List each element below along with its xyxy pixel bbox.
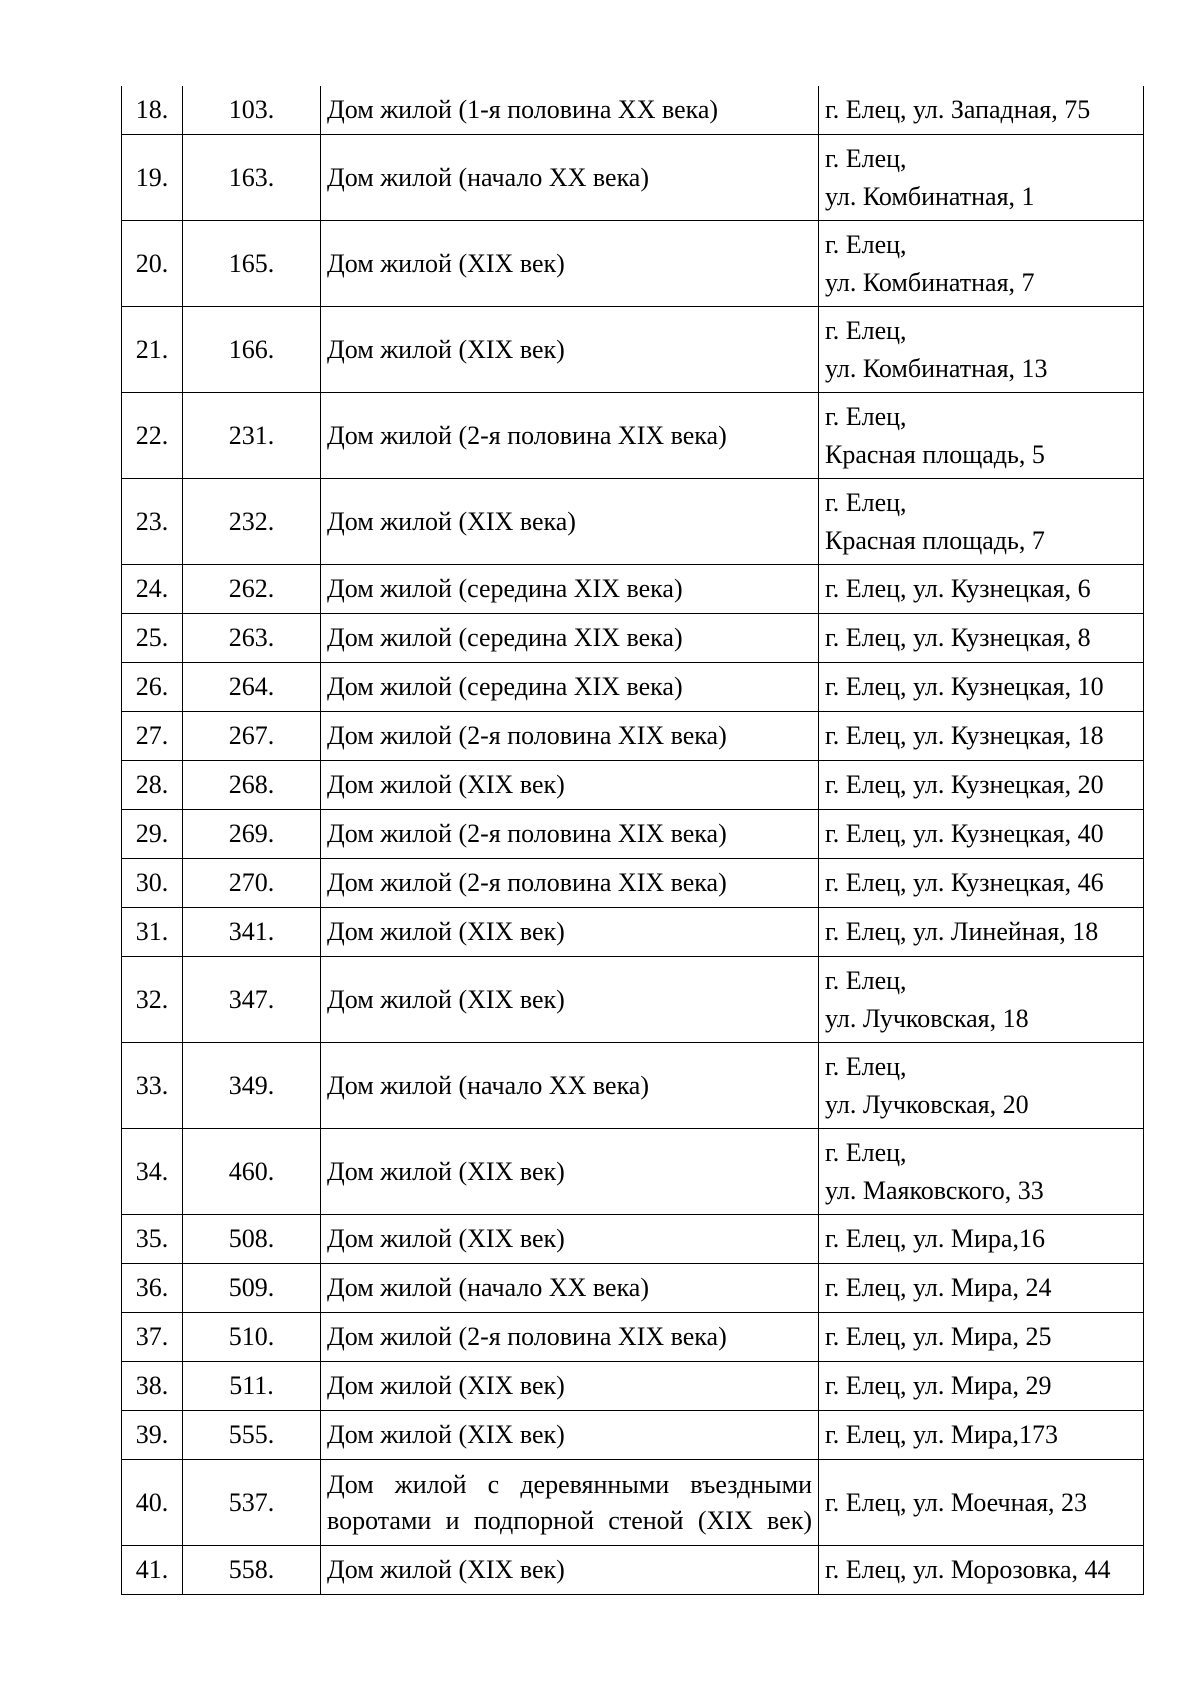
table-row bbox=[122, 1411, 1144, 1460]
object-name-cell: Дом жилой (XIX века) bbox=[321, 479, 819, 565]
registry-number-cell: 263. bbox=[183, 614, 321, 663]
table-row bbox=[122, 1460, 1144, 1546]
address-cell bbox=[819, 957, 1144, 1043]
address-cell bbox=[819, 86, 1144, 135]
registry-number-cell: 347. bbox=[183, 957, 321, 1043]
address-cell bbox=[819, 1546, 1144, 1595]
address-cell bbox=[819, 761, 1144, 810]
address-cell bbox=[819, 859, 1144, 908]
address-line: г. Елец, ул. Кузнецкая, 40 bbox=[825, 819, 1104, 848]
object-name-cell: Дом жилой (XIX век) bbox=[321, 221, 819, 307]
object-name-cell: Дом жилой (1-я половина XX века) bbox=[321, 86, 819, 135]
address-line: г. Елец, bbox=[825, 229, 907, 259]
table-row bbox=[122, 663, 1144, 712]
address-line: г. Елец, ул. Кузнецкая, 8 bbox=[825, 623, 1091, 652]
row-number-cell: 30. bbox=[122, 859, 183, 908]
object-name-cell: Дом жилой (2-я половина XIX века) bbox=[321, 810, 819, 859]
registry-number-cell: 103. bbox=[183, 86, 321, 135]
address-line: ул. Комбинатная, 13 bbox=[825, 353, 1048, 383]
object-name-cell: Дом жилой (XIX век) bbox=[321, 957, 819, 1043]
table-body bbox=[122, 86, 1144, 1595]
object-name-cell: Дом жилой (начало XX века) bbox=[321, 1043, 819, 1129]
object-name-cell: Дом жилой (XIX век) bbox=[321, 1362, 819, 1411]
object-name-cell: Дом жилой (XIX век) bbox=[321, 761, 819, 810]
registry-number-cell: 163. bbox=[183, 135, 321, 221]
address-line: г. Елец, bbox=[825, 315, 907, 345]
table-row bbox=[122, 761, 1144, 810]
address-cell bbox=[819, 135, 1144, 221]
registry-number-cell: 508. bbox=[183, 1215, 321, 1264]
registry-number-cell: 341. bbox=[183, 908, 321, 957]
address-cell bbox=[819, 1460, 1144, 1546]
address-line: ул. Комбинатная, 7 bbox=[825, 267, 1035, 297]
object-name-cell: Дом жилой (2-я половина XIX века) bbox=[321, 1313, 819, 1362]
table-row bbox=[122, 86, 1144, 135]
address-cell bbox=[819, 663, 1144, 712]
address-line: г. Елец, ул. Кузнецкая, 6 bbox=[825, 574, 1091, 603]
address-cell bbox=[819, 614, 1144, 663]
registry-number-cell: 460. bbox=[183, 1129, 321, 1215]
address-cell bbox=[819, 1043, 1144, 1129]
address-line: г. Елец, ул. Морозовка, 44 bbox=[825, 1555, 1111, 1584]
address-cell bbox=[819, 1411, 1144, 1460]
table-row bbox=[122, 614, 1144, 663]
registry-number-cell: 537. bbox=[183, 1460, 321, 1546]
row-number-cell: 19. bbox=[122, 135, 183, 221]
registry-number-cell: 264. bbox=[183, 663, 321, 712]
address-cell bbox=[819, 1129, 1144, 1215]
address-cell bbox=[819, 908, 1144, 957]
registry-number-cell: 555. bbox=[183, 1411, 321, 1460]
address-line: г. Елец, ул. Мира, 25 bbox=[825, 1322, 1052, 1351]
row-number-cell: 38. bbox=[122, 1362, 183, 1411]
address-cell bbox=[819, 307, 1144, 393]
row-number-cell: 28. bbox=[122, 761, 183, 810]
address-line: г. Елец, bbox=[825, 1051, 907, 1081]
registry-number-cell: 558. bbox=[183, 1546, 321, 1595]
row-number-cell: 25. bbox=[122, 614, 183, 663]
registry-number-cell: 511. bbox=[183, 1362, 321, 1411]
object-name-cell: Дом жилой (XIX век) bbox=[321, 1546, 819, 1595]
object-name-cell: Дом жилой (XIX век) bbox=[321, 1215, 819, 1264]
address-line: г. Елец, bbox=[825, 487, 907, 517]
object-name-cell: Дом жилой (середина XIX века) bbox=[321, 614, 819, 663]
object-name-cell: Дом жилой (XIX век) bbox=[321, 1411, 819, 1460]
address-line: ул. Комбинатная, 1 bbox=[825, 181, 1035, 211]
object-name-cell: Дом жилой (середина XIX века) bbox=[321, 565, 819, 614]
registry-number-cell: 231. bbox=[183, 393, 321, 479]
address-line: г. Елец, ул. Мира,173 bbox=[825, 1420, 1058, 1449]
address-cell bbox=[819, 1264, 1144, 1313]
address-line: г. Елец, ул. Кузнецкая, 18 bbox=[825, 721, 1104, 750]
address-cell bbox=[819, 712, 1144, 761]
object-name-cell: Дом жилой (начало XX века) bbox=[321, 1264, 819, 1313]
object-name-line: Дом жилой с деревянными въездными bbox=[327, 1469, 812, 1499]
address-cell bbox=[819, 479, 1144, 565]
row-number-cell: 23. bbox=[122, 479, 183, 565]
address-line: ул. Маяковского, 33 bbox=[825, 1175, 1044, 1205]
address-line: ул. Лучковская, 20 bbox=[825, 1089, 1029, 1119]
row-number-cell: 20. bbox=[122, 221, 183, 307]
object-name-line: воротами и подпорной стеной (XIX век) bbox=[327, 1505, 812, 1535]
table-row bbox=[122, 393, 1144, 479]
address-line: г. Елец, bbox=[825, 965, 907, 995]
address-line: ул. Лучковская, 18 bbox=[825, 1003, 1029, 1033]
row-number-cell: 18. bbox=[122, 86, 183, 135]
table-row bbox=[122, 307, 1144, 393]
table-row bbox=[122, 1546, 1144, 1595]
row-number-cell: 33. bbox=[122, 1043, 183, 1129]
row-number-cell: 34. bbox=[122, 1129, 183, 1215]
registry-number-cell: 349. bbox=[183, 1043, 321, 1129]
row-number-cell: 21. bbox=[122, 307, 183, 393]
row-number-cell: 37. bbox=[122, 1313, 183, 1362]
object-name-cell bbox=[321, 1460, 819, 1546]
row-number-cell: 24. bbox=[122, 565, 183, 614]
registry-number-cell: 269. bbox=[183, 810, 321, 859]
object-name-cell: Дом жилой (XIX век) bbox=[321, 1129, 819, 1215]
registry-number-cell: 268. bbox=[183, 761, 321, 810]
registry-number-cell: 267. bbox=[183, 712, 321, 761]
row-number-cell: 36. bbox=[122, 1264, 183, 1313]
registry-number-cell: 509. bbox=[183, 1264, 321, 1313]
address-line: г. Елец, bbox=[825, 1137, 907, 1167]
row-number-cell: 29. bbox=[122, 810, 183, 859]
object-name-cell: Дом жилой (XIX век) bbox=[321, 307, 819, 393]
table-row bbox=[122, 1043, 1144, 1129]
row-number-cell: 27. bbox=[122, 712, 183, 761]
address-line: г. Елец, ул. Западная, 75 bbox=[825, 95, 1091, 124]
address-line: г. Елец, ул. Мира, 24 bbox=[825, 1273, 1052, 1302]
address-line: г. Елец, ул. Кузнецкая, 20 bbox=[825, 770, 1104, 799]
row-number-cell: 40. bbox=[122, 1460, 183, 1546]
table-row bbox=[122, 565, 1144, 614]
table-row bbox=[122, 1264, 1144, 1313]
object-name-cell: Дом жилой (XIX век) bbox=[321, 908, 819, 957]
table-row bbox=[122, 1362, 1144, 1411]
address-line: г. Елец, ул. Кузнецкая, 10 bbox=[825, 672, 1104, 701]
address-line: г. Елец, ул. Кузнецкая, 46 bbox=[825, 868, 1104, 897]
registry-number-cell: 262. bbox=[183, 565, 321, 614]
row-number-cell: 32. bbox=[122, 957, 183, 1043]
address-line: г. Елец, ул. Линейная, 18 bbox=[825, 917, 1099, 946]
address-cell bbox=[819, 810, 1144, 859]
address-line: г. Елец, bbox=[825, 401, 907, 431]
object-name-cell: Дом жилой (2-я половина XIX века) bbox=[321, 712, 819, 761]
address-line: г. Елец, ул. Моечная, 23 bbox=[825, 1487, 1088, 1517]
object-name-cell: Дом жилой (середина XIX века) bbox=[321, 663, 819, 712]
registry-number-cell: 270. bbox=[183, 859, 321, 908]
row-number-cell: 22. bbox=[122, 393, 183, 479]
address-cell bbox=[819, 1313, 1144, 1362]
table-row bbox=[122, 957, 1144, 1043]
object-name-cell: Дом жилой (2-я половина XIX века) bbox=[321, 393, 819, 479]
row-number-cell: 26. bbox=[122, 663, 183, 712]
registry-number-cell: 165. bbox=[183, 221, 321, 307]
address-line: г. Елец, ул. Мира,16 bbox=[825, 1224, 1045, 1253]
address-cell bbox=[819, 1362, 1144, 1411]
object-name-cell: Дом жилой (2-я половина XIX века) bbox=[321, 859, 819, 908]
table-row bbox=[122, 712, 1144, 761]
row-number-cell: 41. bbox=[122, 1546, 183, 1595]
address-line: г. Елец, bbox=[825, 143, 907, 173]
address-cell bbox=[819, 221, 1144, 307]
table-row bbox=[122, 810, 1144, 859]
row-number-cell: 35. bbox=[122, 1215, 183, 1264]
table-row bbox=[122, 1215, 1144, 1264]
heritage-objects-table bbox=[121, 86, 1144, 1595]
table-row bbox=[122, 859, 1144, 908]
row-number-cell: 39. bbox=[122, 1411, 183, 1460]
table-row bbox=[122, 908, 1144, 957]
registry-number-cell: 510. bbox=[183, 1313, 321, 1362]
table-row bbox=[122, 1129, 1144, 1215]
address-line: Красная площадь, 7 bbox=[825, 525, 1045, 555]
registry-number-cell: 232. bbox=[183, 479, 321, 565]
registry-number-cell: 166. bbox=[183, 307, 321, 393]
address-line: г. Елец, ул. Мира, 29 bbox=[825, 1371, 1052, 1400]
address-line: Красная площадь, 5 bbox=[825, 439, 1045, 469]
row-number-cell: 31. bbox=[122, 908, 183, 957]
table-row bbox=[122, 1313, 1144, 1362]
table-row bbox=[122, 479, 1144, 565]
table-row bbox=[122, 135, 1144, 221]
table-row bbox=[122, 221, 1144, 307]
address-cell bbox=[819, 565, 1144, 614]
address-cell bbox=[819, 1215, 1144, 1264]
address-cell bbox=[819, 393, 1144, 479]
object-name-cell: Дом жилой (начало XX века) bbox=[321, 135, 819, 221]
